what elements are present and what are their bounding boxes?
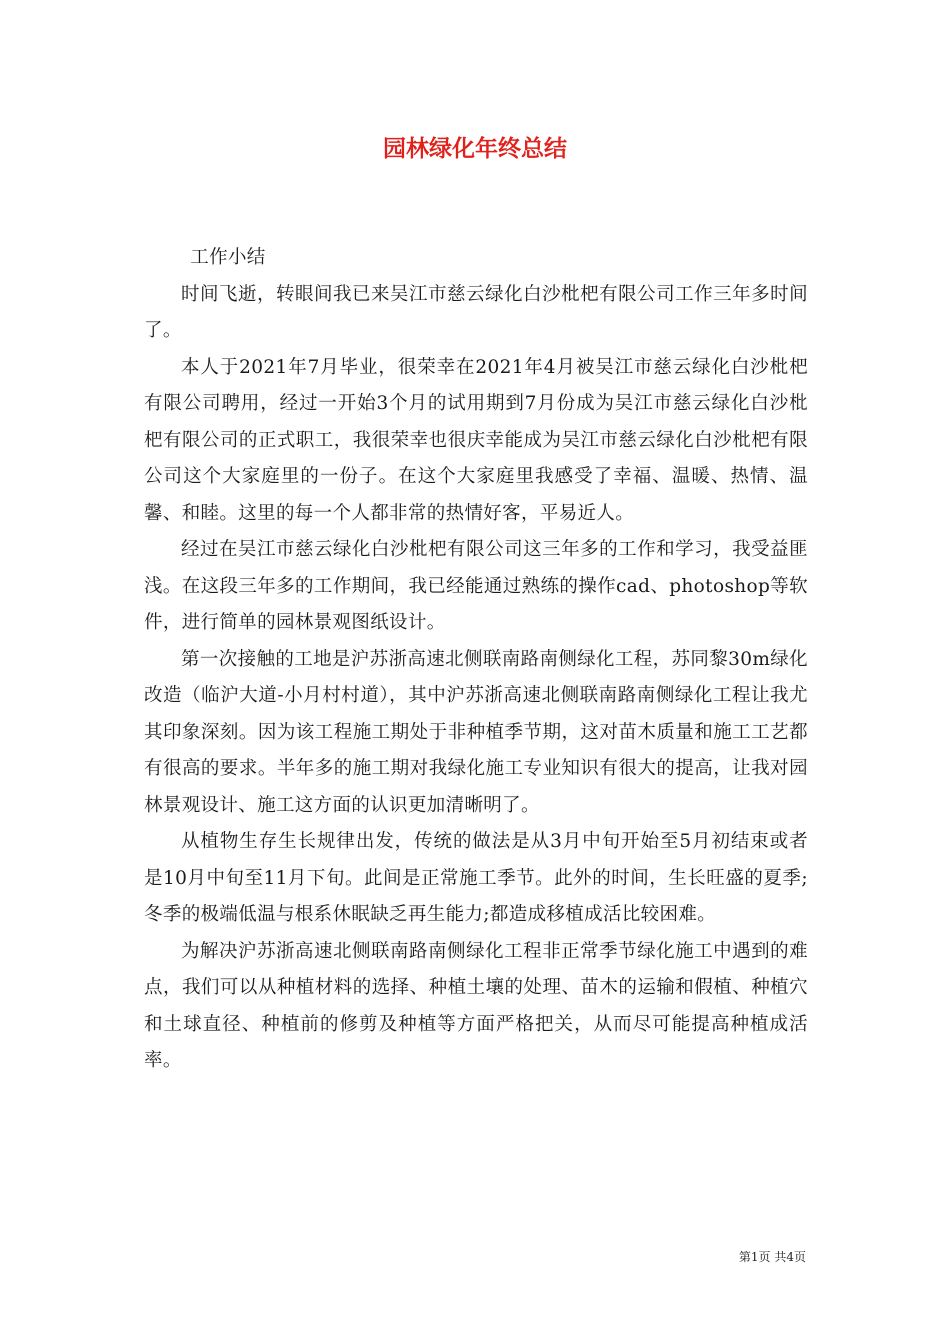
- paragraph: 为解决沪苏浙高速北侧联南路南侧绿化工程非正常季节绿化施工中遇到的难点，我们可以从种植材料的选择、种植土壤的处理、苗木的运输和假植、种植穴和土球直径、种植前的修剪及种植等方面严格把关，从而尽可能提高种植成活率。: [144, 940, 808, 1071]
- page-label-middle: 页 共: [758, 1250, 787, 1264]
- paragraph: 时间飞逝，转眼间我已来吴江市慈云绿化白沙枇杷有限公司工作三年多时间了。: [144, 283, 808, 341]
- paragraph: 经过在吴江市慈云绿化白沙枇杷有限公司这三年多的工作和学习，我受益匪浅。在这段三年多的工作期间，我已经能通过熟练的操作cad、photoshop等软件，进行简单的园林景观图纸设计。: [144, 539, 808, 633]
- paragraph: 第一次接触的工地是沪苏浙高速北侧联南路南侧绿化工程，苏同黎30m绿化改造（临沪大道-小月村村道），其中沪苏浙高速北侧联南路南侧绿化工程让我尤其印象深刻。因为该工程施工期处于非种植季节期，这对苗木质量和施工工艺都有很高的要求。半年多的施工期对我绿化施工专业知识有很大的提高，让我对园林景观设计、施工这方面的认识更加清晰明了。: [144, 648, 808, 816]
- page-number-footer: [739, 1249, 806, 1265]
- paragraph: 本人于2021年7月毕业，很荣幸在2021年4月被吴江市慈云绿化白沙枇杷有限公司聘用，经过一开始3个月的试用期到7月份成为吴江市慈云绿化白沙枇杷有限公司的正式职工，我很荣幸也很庆幸能成为吴江市慈云绿化白沙枇杷有限公司这个大家庭里的一份子。在这个大家庭里我感受了幸福、温暖、热情、温馨、和睦。这里的每一个人都非常的热情好客，平易近人。: [144, 356, 808, 524]
- total-pages-number: 4: [786, 1250, 794, 1264]
- document-title: 园林绿化年终总结: [383, 135, 567, 162]
- paragraph: 从植物生存生长规律出发，传统的做法是从3月中旬开始至5月初结束或者是10月中旬至11月下旬。此间是正常施工季节。此外的时间，生长旺盛的夏季;冬季的极端低温与根系休眠缺乏再生能力;都造成移植成活比较困难。: [144, 831, 808, 925]
- document-body: [144, 240, 808, 1080]
- current-page-number: 1: [750, 1250, 759, 1264]
- page-label-suffix: 页: [793, 1250, 806, 1264]
- page-label-prefix: 第: [738, 1250, 751, 1264]
- section-heading: 工作小结: [190, 247, 266, 268]
